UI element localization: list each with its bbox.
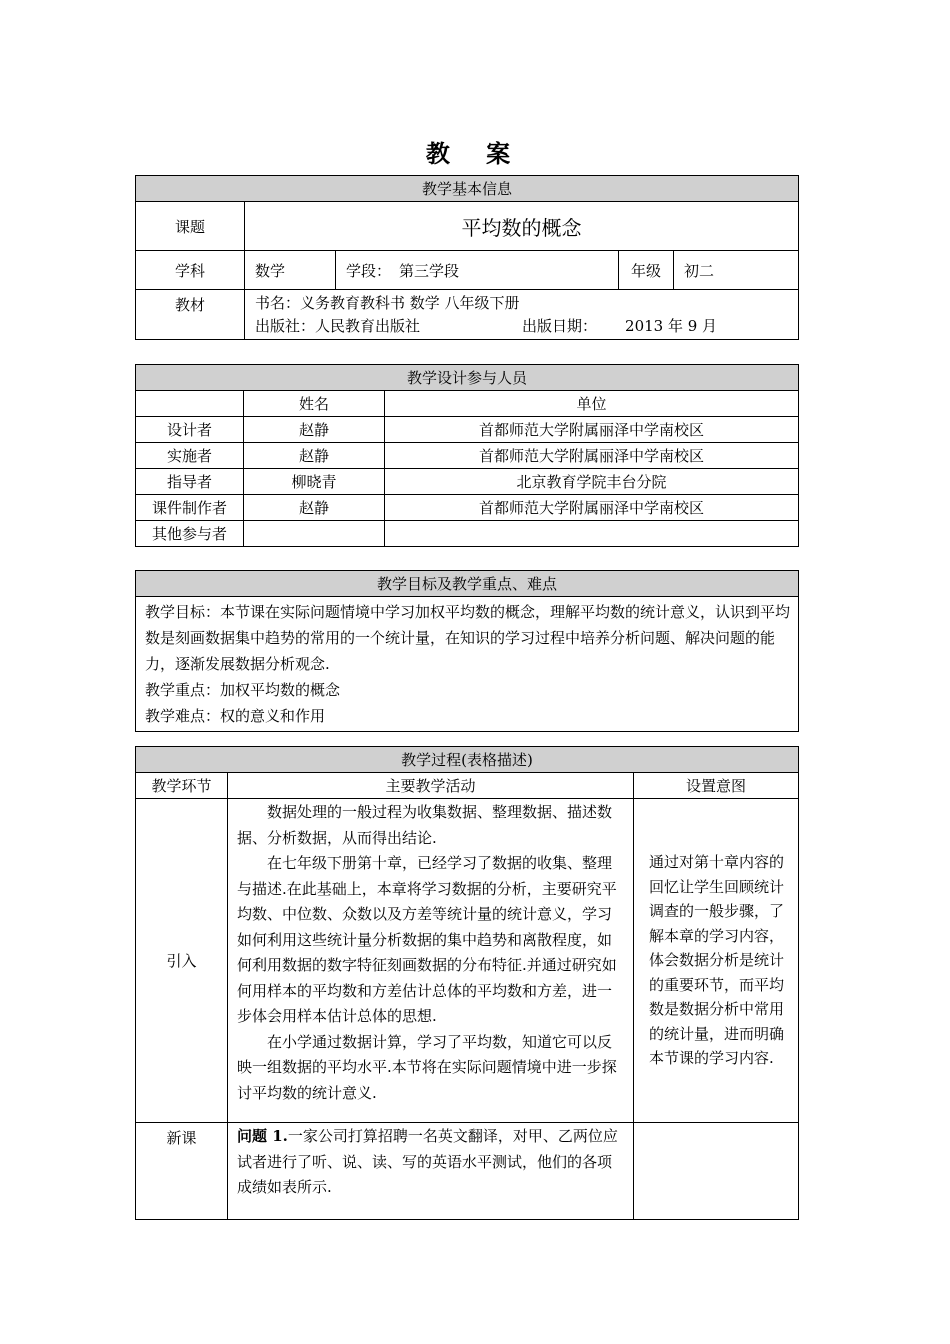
intro-activity [228, 799, 634, 1123]
person-name: 赵静 [244, 417, 385, 443]
document-title: 教 案 [425, 139, 525, 168]
teaching-objective: 教学目标：本节课在实际问题情境中学习加权平均数的概念，理解平均数的统计意义，认识到平均数是刻画数据集中趋势的常用的一个统计量，在知识的学习过程中培养分析问题、解决问题的能力，逐渐发展数据分析观念. [145, 603, 791, 673]
table-row [136, 469, 799, 495]
difficulty: 教学难点：权的意义和作用 [145, 707, 326, 725]
table-row [136, 1123, 799, 1220]
stage-intro: 引入 [136, 799, 228, 1123]
intro-paragraph-2: 在七年级下册第十章，已经学习了数据的收集、整理与描述.在此基础上，本章将学习数据的分析，主要研究平均数、中位数、众数以及方差等统计量的统计意义，学习如何利用这些统计量分析数据的集中趋势和离散程度，如何利用数据的数字特征刻画数据的分布特征.并通过研究如何用样本的平均数和方差估计总体的平均数和方差，进一步体会用样本估计总体的思想. [237, 854, 617, 1025]
person-name: 赵静 [244, 495, 385, 521]
subject-value: 数学 [245, 251, 336, 290]
stage-label: 学段： [346, 261, 392, 280]
publisher: 出版社：人民教育出版社 [255, 317, 421, 335]
person-unit [385, 521, 799, 547]
pub-date-label: 出版日期： [522, 317, 598, 335]
table-row [136, 799, 799, 1123]
person-unit: 首都师范大学附属丽泽中学南校区 [385, 417, 799, 443]
book-line: 书名：义务教育教科书 数学 八年级下册 [255, 294, 520, 312]
new-lesson-activity [228, 1123, 634, 1220]
empty-cell [136, 391, 244, 417]
table-row [136, 443, 799, 469]
table-row [136, 521, 799, 547]
basic-info-table [135, 175, 799, 340]
key-point: 教学重点：加权平均数的概念 [145, 681, 341, 699]
person-unit: 首都师范大学附属丽泽中学南校区 [385, 443, 799, 469]
topic-value: 平均数的概念 [245, 202, 799, 251]
designers-table [135, 364, 799, 547]
intro-paragraph-3: 在小学通过数据计算，学习了平均数，知道它可以反映一组数据的平均水平.本节将在实际问题情境中进一步探讨平均数的统计意义. [237, 1032, 617, 1102]
process-table [135, 746, 799, 1220]
col-unit: 单位 [385, 391, 799, 417]
role: 设计者 [136, 417, 244, 443]
role: 其他参与者 [136, 521, 244, 547]
role: 课件制作者 [136, 495, 244, 521]
person-name: 柳晓青 [244, 469, 385, 495]
goals-header: 教学目标及教学重点、难点 [136, 571, 799, 597]
person-unit: 北京教育学院丰台分院 [385, 469, 799, 495]
col-intent: 设置意图 [634, 773, 799, 799]
col-activity: 主要教学活动 [228, 773, 634, 799]
stage-cell [336, 251, 619, 290]
stage-new-lesson: 新课 [136, 1123, 228, 1220]
grade-label: 年级 [619, 251, 674, 290]
col-name: 姓名 [244, 391, 385, 417]
col-stage: 教学环节 [136, 773, 228, 799]
material-cell [245, 290, 799, 340]
role: 实施者 [136, 443, 244, 469]
role: 指导者 [136, 469, 244, 495]
table-row [136, 495, 799, 521]
question-label: 问题 1. [237, 1127, 288, 1145]
grade-value: 初二 [674, 251, 799, 290]
goals-table [135, 570, 799, 732]
intro-intent: 通过对第十章内容的回忆让学生回顾统计调查的一般步骤，了解本章的学习内容，体会数据分析是统计的重要环节，而平均数是数据分析中常用的统计量，进而明确本节课的学习内容. [634, 799, 799, 1123]
person-unit: 首都师范大学附属丽泽中学南校区 [385, 495, 799, 521]
material-label: 教材 [136, 290, 245, 340]
stage-value: 第三学段 [399, 261, 460, 280]
basic-info-header: 教学基本信息 [136, 176, 799, 202]
goals-body [136, 597, 799, 732]
subject-label: 学科 [136, 251, 245, 290]
question-text: 一家公司打算招聘一名英文翻译，对甲、乙两位应试者进行了听、说、读、写的英语水平测试，他们的各项成绩如表所示. [237, 1127, 618, 1196]
new-lesson-intent [634, 1123, 799, 1220]
designers-header: 教学设计参与人员 [136, 365, 799, 391]
person-name [244, 521, 385, 547]
topic-label: 课题 [136, 202, 245, 251]
publisher-line [255, 315, 798, 338]
person-name: 赵静 [244, 443, 385, 469]
intro-paragraph-1: 数据处理的一般过程为收集数据、整理数据、描述数据、分析数据，从而得出结论. [237, 803, 613, 847]
pub-date-value: 2013 年 9 月 [625, 317, 718, 335]
process-header: 教学过程(表格描述) [136, 747, 799, 773]
table-row [136, 417, 799, 443]
